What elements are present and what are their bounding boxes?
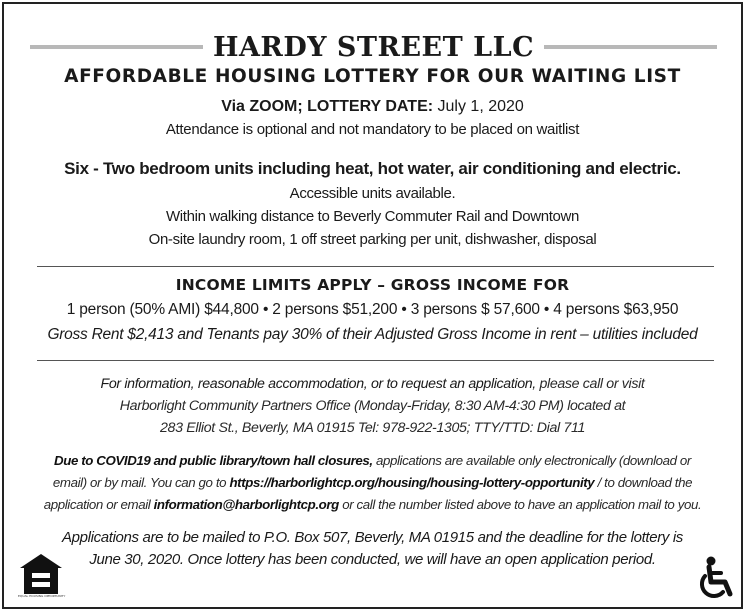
covid-text-3: / to download the: [594, 475, 693, 490]
email-link[interactable]: information@harborlightcp.org: [153, 497, 339, 512]
lottery-subtitle: AFFORDABLE HOUSING LOTTERY FOR OUR WAITING LIST: [64, 66, 681, 87]
covid-line-2: [4, 475, 741, 490]
divider-bottom: [37, 360, 714, 361]
contact-call: please call or visit: [535, 376, 645, 392]
wheelchair-icon: [694, 556, 738, 602]
amenity-location: Within walking distance to Beverly Commuter Rail and Downtown: [166, 208, 579, 225]
covid-text-2: email) or by mail. You can go to: [52, 475, 230, 490]
attendance-note: Attendance is optional and not mandatory to be placed on waitlist: [165, 121, 580, 138]
divider-top: [37, 266, 714, 267]
covid-line-1: [4, 453, 741, 468]
title-rule-left: [30, 45, 203, 49]
gross-rent: Gross Rent $2,413 and Tenants pay 30% of their Adjusted Gross Income in rent – utilities included: [47, 326, 698, 343]
contact-line-2: Harborlight Community Partners Office (Monday-Friday, 8:30 AM-4:30 PM) located at: [119, 398, 626, 414]
lottery-url-link[interactable]: https://harborlightcp.org/housing/housing-lottery-opportunity: [229, 475, 595, 490]
income-heading: INCOME LIMITS APPLY – GROSS INCOME FOR: [175, 276, 570, 294]
contact-address: 283 Elliot St., Beverly, MA 01915 Tel: 978-922-1305; TTY/TTD: Dial 711: [160, 420, 585, 436]
title-row: [4, 30, 741, 64]
equal-housing-icon: [18, 552, 64, 600]
income-limits: 1 person (50% AMI) $44,800 • 2 persons $51,200 • 3 persons $ 57,600 • 4 persons $63,950: [66, 301, 679, 318]
contact-line-1: [4, 376, 741, 392]
covid-text-1: applications are available only electronically (download or: [372, 453, 691, 468]
equal-housing-text: EQUAL HOUSING OPPORTUNITY: [18, 594, 66, 598]
amenity-features: On-site laundry room, 1 off street parking per unit, dishwasher, disposal: [148, 231, 597, 248]
lottery-date-line: [4, 98, 741, 116]
company-title: HARDY STREET LLC: [212, 31, 535, 63]
covid-line-3: [4, 497, 741, 512]
lottery-date: July 1, 2020: [437, 98, 524, 115]
flyer: [2, 2, 743, 609]
units-headline: Six - Two bedroom units including heat, hot water, air conditioning and electric.: [64, 159, 681, 178]
covid-lead: Due to COVID19 and public library/town hall closures,: [54, 453, 373, 468]
mailing-line-2: June 30, 2020. Once lottery has been conducted, we will have an open application period.: [89, 551, 656, 568]
via-label: Via ZOOM; LOTTERY DATE:: [221, 98, 434, 115]
contact-lead: For information, reasonable accommodation, or to request an application,: [100, 376, 536, 392]
covid-text-5: or call the number listed above to have an application mail to you.: [338, 497, 702, 512]
mailing-line-1: Applications are to be mailed to P.O. Box 507, Beverly, MA 01915 and the deadline for the lottery is: [62, 529, 683, 546]
covid-text-4: application or email: [43, 497, 154, 512]
amenity-accessible: Accessible units available.: [289, 185, 456, 202]
title-rule-right: [544, 45, 717, 49]
